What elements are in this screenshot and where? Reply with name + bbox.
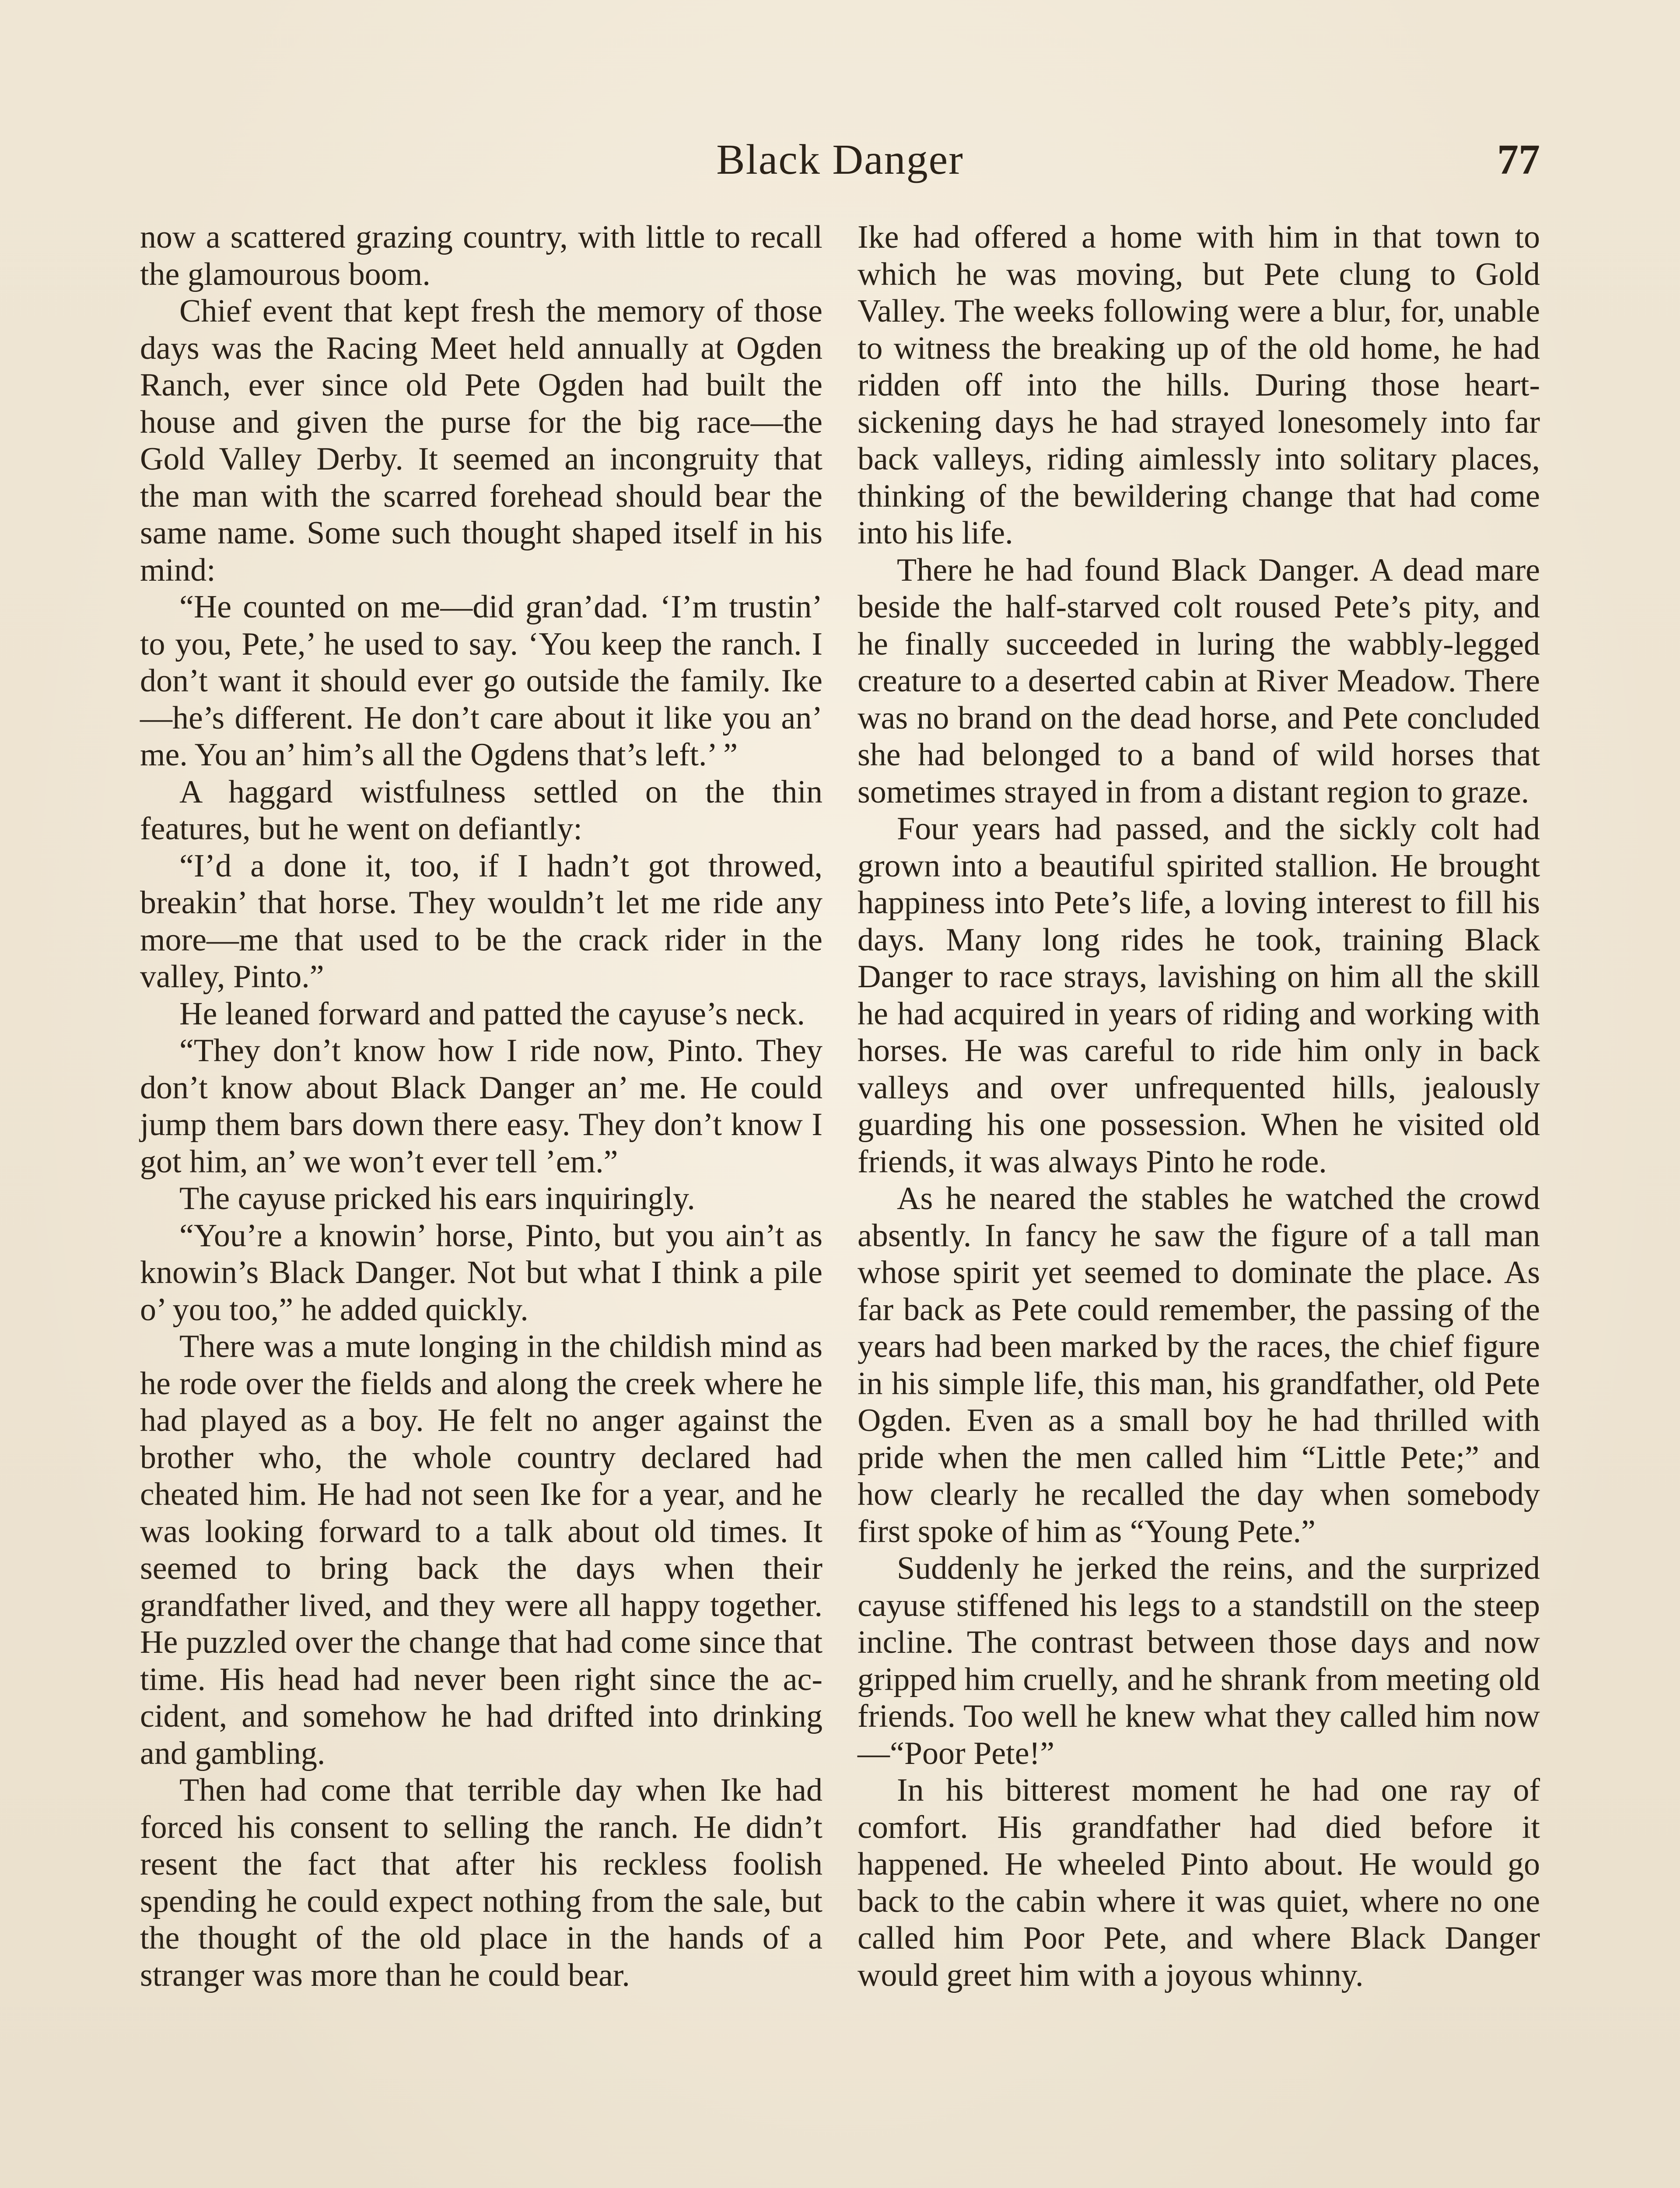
paragraph: “You’re a knowin’ horse, Pinto, but you ain’t as knowin’s Black Danger. Not but what I think a pile o’ you too,” he added quickly. — [140, 1217, 822, 1328]
paragraph: The cayuse pricked his ears inquiringly. — [179, 1181, 695, 1217]
page-header — [140, 131, 1540, 188]
right-column — [858, 219, 1540, 1994]
paragraph: Chief event that kept fresh the memory of those days was the Racing Meet held annually at Ogden Ranch, ever since old Pete Ogden had built the house and given the purse for the big race—the Gold Valley Derby. It seemed an incongruity that the man with the scarred forehead should bear the same name. Some such thought shaped itself in his mind: — [140, 293, 822, 588]
paragraph: In his bitterest moment he had one ray of comfort. His grandfather had died before it happened. He wheeled Pinto about. He would go back to the cabin where it was quiet, where no one called him Poor Pete, and where Black Danger would greet him with a joyous whinny. — [858, 1772, 1540, 1993]
paragraph: “He counted on me—did gran’dad. ‘I’m trustin’ to you, Pete,’ he used to say. ‘You keep the ranch. I don’t want it should ever go outside the family. Ike—he’s different. He don’t care about it like you an’ me. You an’ him’s all the Ogdens that’s left.’ ” — [140, 589, 822, 773]
page-number: 77 — [1497, 136, 1540, 183]
paragraph: He leaned forward and patted the cayuse’s neck. — [179, 996, 805, 1032]
paragraph: Ike had offered a home with him in that town to which he was moving, but Pete clung to Gold Valley. The weeks following were a blur, for, unable to witness the breaking up of the old home, he had ridden off into the hills. During those heart-sickening days he had strayed lonesomely into far back valleys, riding aimlessly into solitary places, thinking of the bewildering change that had come into his life. — [858, 219, 1540, 551]
paragraph: There was a mute longing in the childish mind as he rode over the fields and along the creek where he had played as a boy. He felt no anger against the brother who, the whole country declared had cheated him. He had not seen Ike for a year, and he was looking forward to a talk about old times. It seemed to bring back the days when their grandfather lived, and they were all happy together. He puzzled over the change that had come since that time. His head had never been right since the accident, and somehow he had drifted into drinking and gambling. — [140, 1329, 822, 1771]
paragraph: There he had found Black Danger. A dead mare beside the half-starved colt roused Pete’s pity, and he finally succeeded in luring the wabbly-legged creature to a deserted cabin at River Meadow. There was no brand on the dead horse, and Pete concluded she had belonged to a band of wild horses that sometimes strayed in from a distant region to graze. — [858, 552, 1540, 810]
paragraph: Four years had passed, and the sickly colt had grown into a beautiful spirited stallion. He brought happiness into Pete’s life, a loving interest to fill his days. Many long rides he took, training Black Danger to race strays, lavishing on him all the skill he had acquired in years of riding and working with horses. He was careful to ride him only in back valleys and over unfrequented hills, jealously guarding his one possession. When he visited old friends, it was always Pinto he rode. — [858, 811, 1540, 1180]
paragraph: “They don’t know how I ride now, Pinto. They don’t know about Black Danger an’ me. He could jump them bars down there easy. They don’t know I got him, an’ we won’t ever tell ’em.” — [140, 1033, 822, 1180]
paragraph: Suddenly he jerked the reins, and the surprized cayuse stiffened his legs to a standstill on the steep incline. The contrast between those days and now gripped him cruelly, and he shrank from meeting old friends. Too well he knew what they called him now—“Poor Pete!” — [858, 1550, 1540, 1771]
left-column — [140, 219, 822, 1994]
paragraph: A haggard wistfulness settled on the thin features, but he went on defiantly: — [140, 774, 822, 847]
paragraph: now a scattered grazing country, with little to recall the glamourous boom. — [140, 219, 822, 292]
paragraph: As he neared the stables he watched the crowd absently. In fancy he saw the figure of a tall man whose spirit yet seemed to dominate the place. As far back as Pete could remember, the passing of the years had been marked by the races, the chief figure in his simple life, this man, his grandfather, old Pete Ogden. Even as a small boy he had thrilled with pride when the men called him “Little Pete;” and how clearly he recalled the day when somebody first spoke of him as “Young Pete.” — [858, 1181, 1540, 1550]
running-title: Black Danger — [716, 136, 964, 183]
paragraph: Then had come that terrible day when Ike had forced his consent to selling the ranch. He didn’t resent the fact that after his reckless foolish spending he could expect nothing from the sale, but the thought of the old place in the hands of a stranger was more than he could bear. — [140, 1772, 822, 1993]
paragraph: “I’d a done it, too, if I hadn’t got throwed, breakin’ that horse. They wouldn’t let me ride any more—me that used to be the crack rider in the valley, Pinto.” — [140, 848, 822, 995]
